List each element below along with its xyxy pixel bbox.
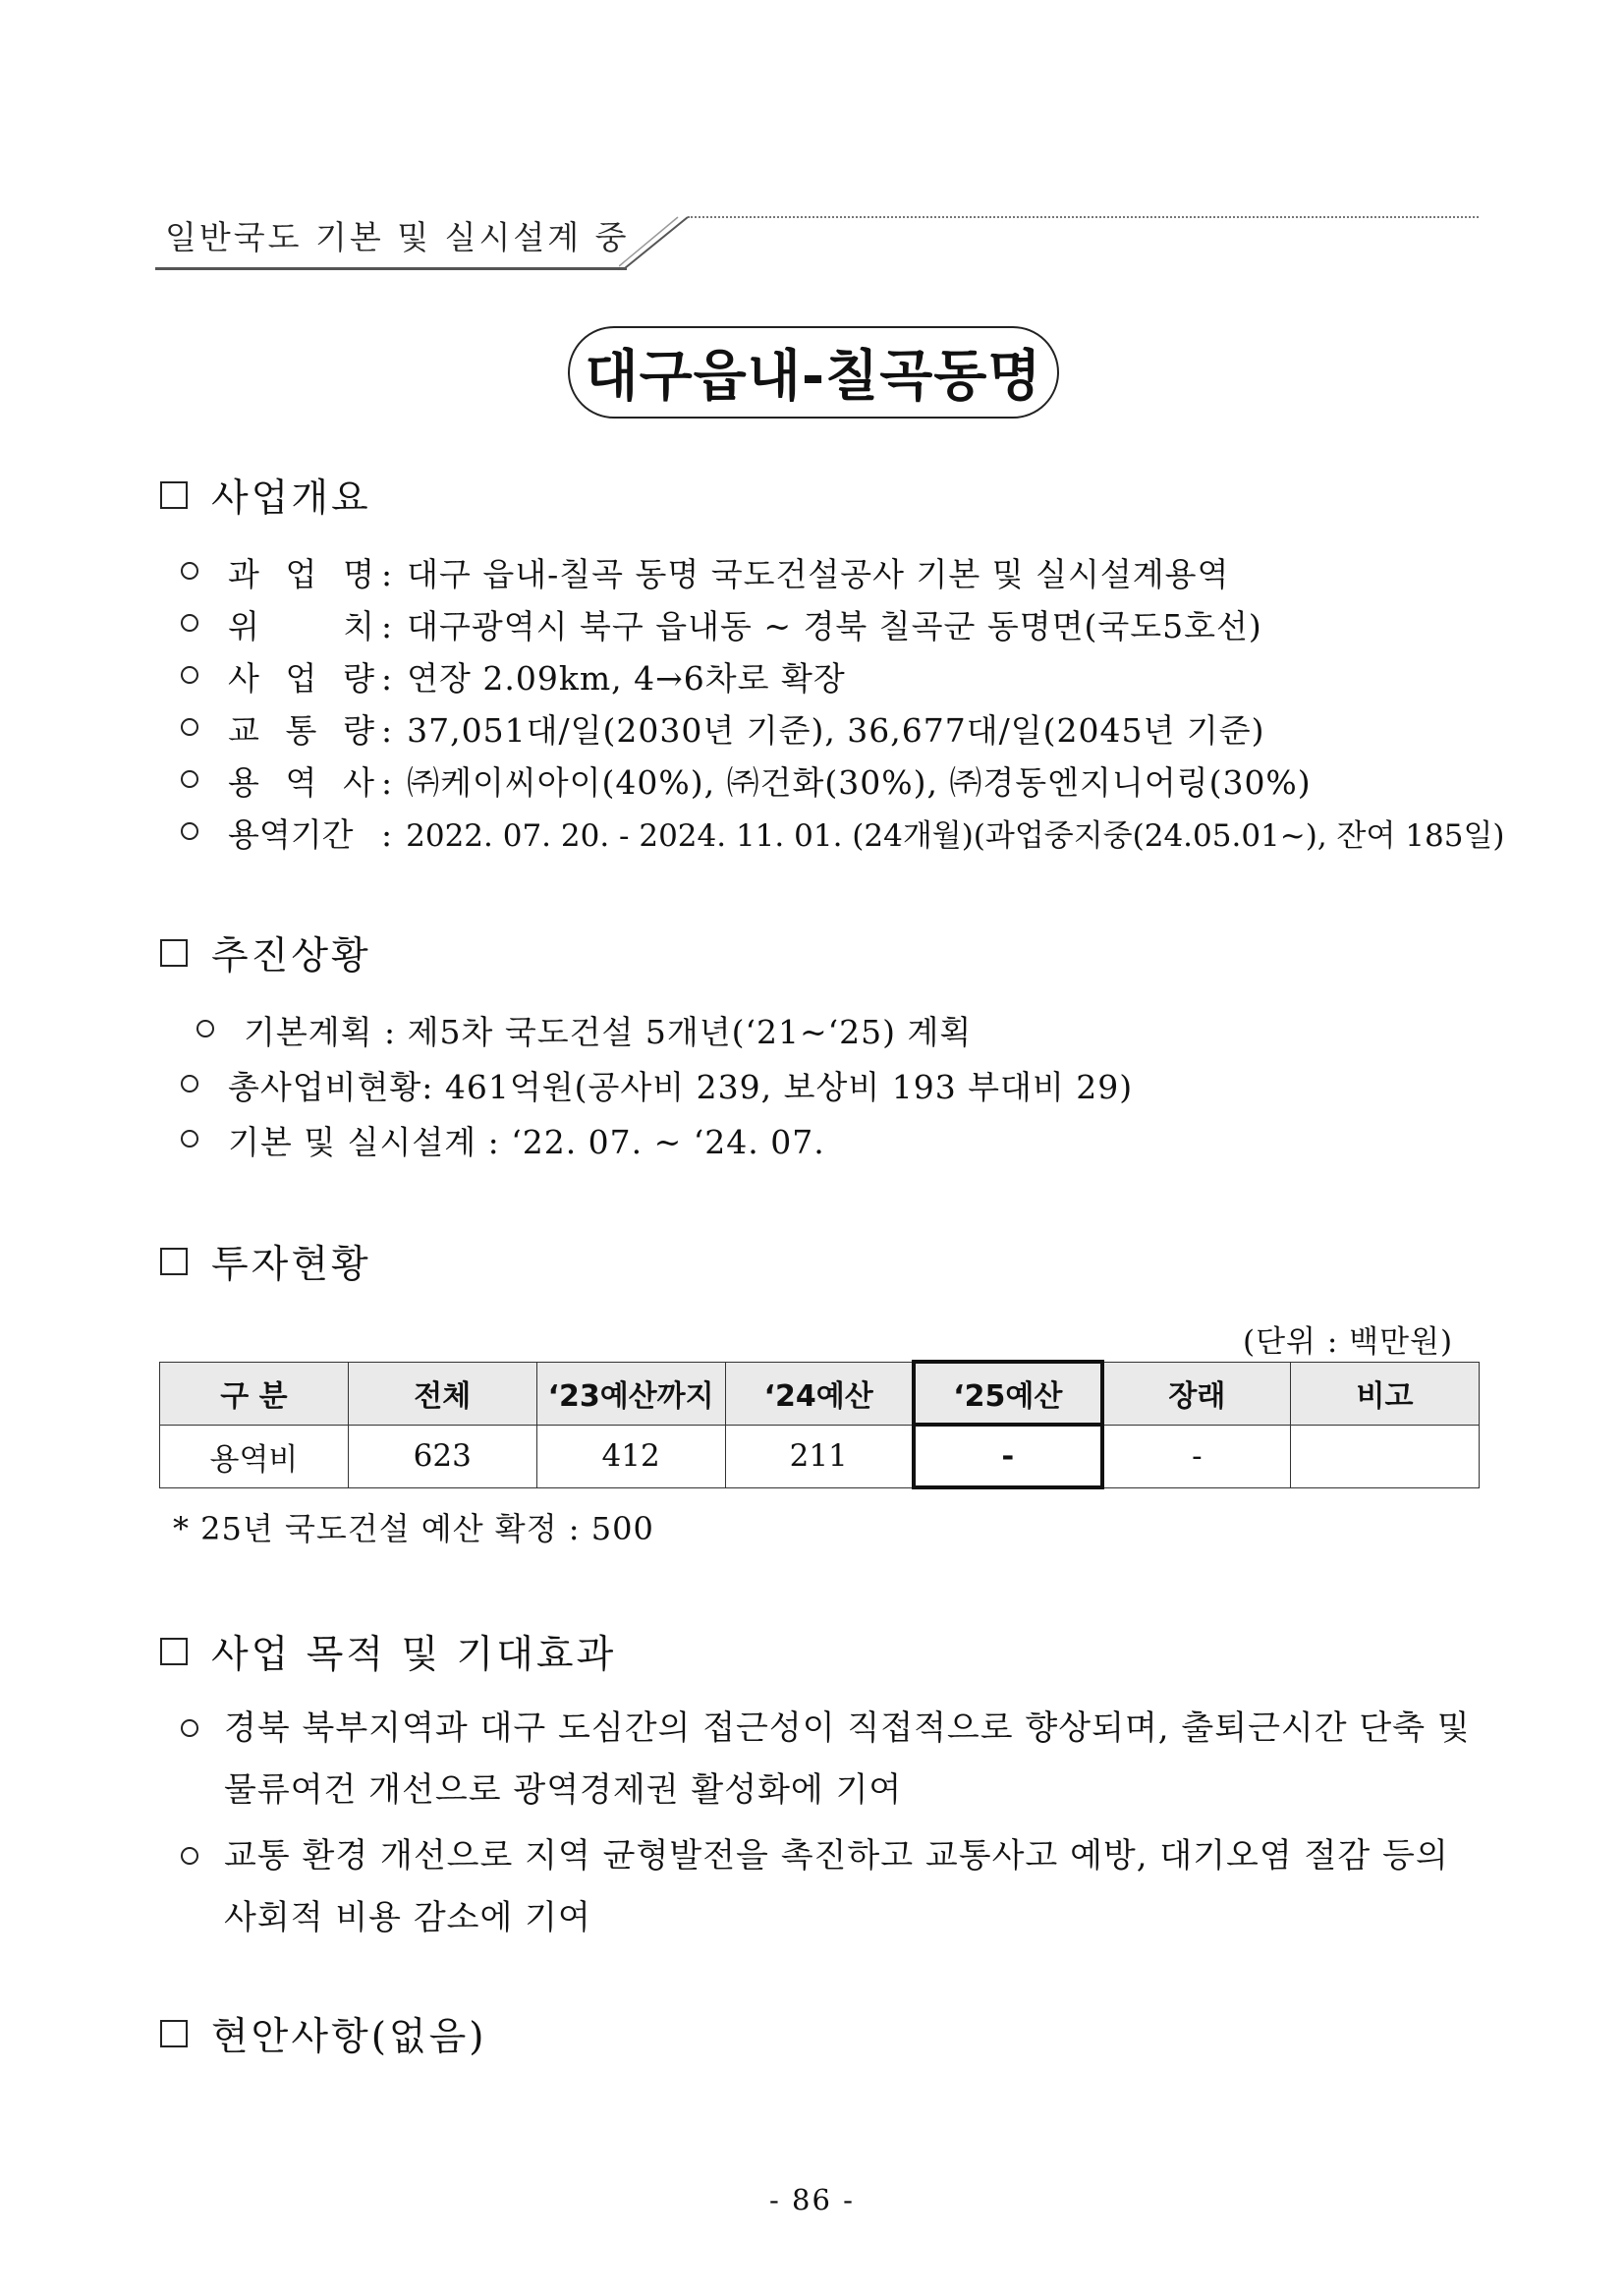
section-issues xyxy=(160,2006,486,2061)
circle-bullet-icon xyxy=(181,718,198,736)
checkbox-square-icon xyxy=(160,1248,188,1275)
item-label: 과 업 명 xyxy=(228,555,375,593)
item-value: 2022. 07. 20. - 2024. 11. 01. (24개월)(과업중지중(24.05.01~), 잔여 185일) xyxy=(406,818,1505,854)
table-cell xyxy=(1291,1425,1480,1487)
section-progress-title: 추진상황 xyxy=(211,934,371,979)
table-header-cell: ‘23예산까지 xyxy=(536,1362,725,1425)
table-header-cell: 전체 xyxy=(348,1362,536,1425)
item-label: 용 역 사 xyxy=(228,763,375,802)
header-slant-decoration xyxy=(619,214,698,271)
budget-note: * 25년 국도건설 예산 확정 : 500 xyxy=(173,1510,654,1547)
circle-bullet-icon xyxy=(181,822,198,840)
item-value: ㈜케이씨아이(40%), ㈜건화(30%), ㈜경동엔지니어링(30%) xyxy=(407,763,1312,802)
section-progress xyxy=(160,925,371,980)
circle-bullet-icon xyxy=(181,1130,198,1148)
table-header-cell: 장래 xyxy=(1102,1362,1291,1425)
item-label: 교 통 량 xyxy=(228,711,375,750)
item-value: 37,051대/일(2030년 기준), 36,677대/일(2045년 기준) xyxy=(407,711,1265,750)
item-value: 대구광역시 북구 읍내동 ~ 경북 칠곡군 동명면(국도5호선) xyxy=(407,607,1262,645)
section-overview-title: 사업개요 xyxy=(211,476,371,521)
checkbox-square-icon xyxy=(160,2020,188,2047)
overview-item: 용 역 사 : ㈜케이씨아이(40%), ㈜건화(30%), ㈜경동엔지니어링(30%) xyxy=(181,757,1312,804)
overview-item: 사 업 량 : 연장 2.09km, 4→6차로 확장 xyxy=(181,653,846,700)
progress-item: 총사업비현황: 461억원(공사비 239, 보상비 193 부대비 29) xyxy=(181,1062,1133,1108)
section-overview xyxy=(160,468,371,523)
checkbox-square-icon xyxy=(160,939,188,967)
circle-bullet-icon xyxy=(181,562,198,580)
table-cell: 412 xyxy=(536,1425,725,1487)
item-label: 위 치 xyxy=(228,607,375,645)
header-dotted-rule xyxy=(688,216,1479,218)
table-cell: 211 xyxy=(725,1425,914,1487)
table-cell: - xyxy=(1102,1425,1291,1487)
purpose-item: 교통 환경 개선으로 지역 균형발전을 촉진하고 교통사고 예방, 대기오염 절감 등의 사회적 비용 감소에 기여 xyxy=(181,1825,1480,1949)
table-cell: 용역비 xyxy=(160,1425,349,1487)
section-purpose-title: 사업 목적 및 기대효과 xyxy=(211,1633,617,1677)
item-value: 연장 2.09km, 4→6차로 확장 xyxy=(407,659,846,698)
item-label: 용역기간 xyxy=(228,815,354,854)
item-value: 대구 읍내-칠곡 동명 국도건설공사 기본 및 실시설계용역 xyxy=(407,555,1230,593)
section-category-label: 일반국도 기본 및 실시설계 중 xyxy=(165,218,630,256)
table-row xyxy=(160,1425,1480,1487)
header-underline xyxy=(155,267,627,270)
section-purpose xyxy=(160,1624,616,1679)
overview-item: 교 통 량 : 37,051대/일(2030년 기준), 36,677대/일(2045년 기준) xyxy=(181,705,1265,752)
circle-bullet-icon xyxy=(196,1020,214,1037)
section-investment xyxy=(160,1234,371,1289)
table-header-cell-highlighted: ‘25예산 xyxy=(914,1362,1102,1425)
section-investment-title: 투자현황 xyxy=(211,1243,371,1287)
table-unit-label: (단위 : 백만원) xyxy=(1243,1324,1454,1360)
circle-bullet-icon xyxy=(181,770,198,788)
budget-table xyxy=(159,1360,1480,1489)
page-number: - 86 - xyxy=(769,2183,855,2216)
table-header-row xyxy=(160,1362,1480,1425)
circle-bullet-icon xyxy=(181,1847,198,1865)
checkbox-square-icon xyxy=(160,1638,188,1665)
purpose-item: 경북 북부지역과 대구 도심간의 접근성이 직접적으로 향상되며, 출퇴근시간 단축 및 물류여건 개선으로 광역경제권 활성화에 기여 xyxy=(181,1698,1480,1821)
circle-bullet-icon xyxy=(181,666,198,684)
overview-item: 과 업 명 : 대구 읍내-칠곡 동명 국도건설공사 기본 및 실시설계용역 xyxy=(181,549,1229,595)
section-issues-title: 현안사항(없음) xyxy=(211,2015,487,2059)
circle-bullet-icon xyxy=(181,614,198,632)
overview-item: 용역기간 : 2022. 07. 20. - 2024. 11. 01. (24개월)(과업중지중(24.05.01~), 잔여 185일) xyxy=(181,810,1505,856)
table-header-cell: 구 분 xyxy=(160,1362,349,1425)
overview-item: 위 치 : 대구광역시 북구 읍내동 ~ 경북 칠곡군 동명면(국도5호선) xyxy=(181,601,1262,647)
checkbox-square-icon xyxy=(160,481,188,509)
table-cell: 623 xyxy=(348,1425,536,1487)
circle-bullet-icon xyxy=(181,1719,198,1737)
circle-bullet-icon xyxy=(181,1075,198,1092)
item-label: 사 업 량 xyxy=(228,659,375,698)
table-header-cell: ‘24예산 xyxy=(725,1362,914,1425)
table-cell-highlighted: - xyxy=(914,1425,1102,1487)
progress-item: 기본 및 실시설계 : ‘22. 07. ~ ‘24. 07. xyxy=(181,1117,825,1163)
progress-item: 기본계획 : 제5차 국도건설 5개년(‘21~‘25) 계획 xyxy=(196,1007,972,1053)
table-header-cell: 비고 xyxy=(1291,1362,1480,1425)
page-title: 대구읍내-칠곡동명 xyxy=(568,326,1059,419)
